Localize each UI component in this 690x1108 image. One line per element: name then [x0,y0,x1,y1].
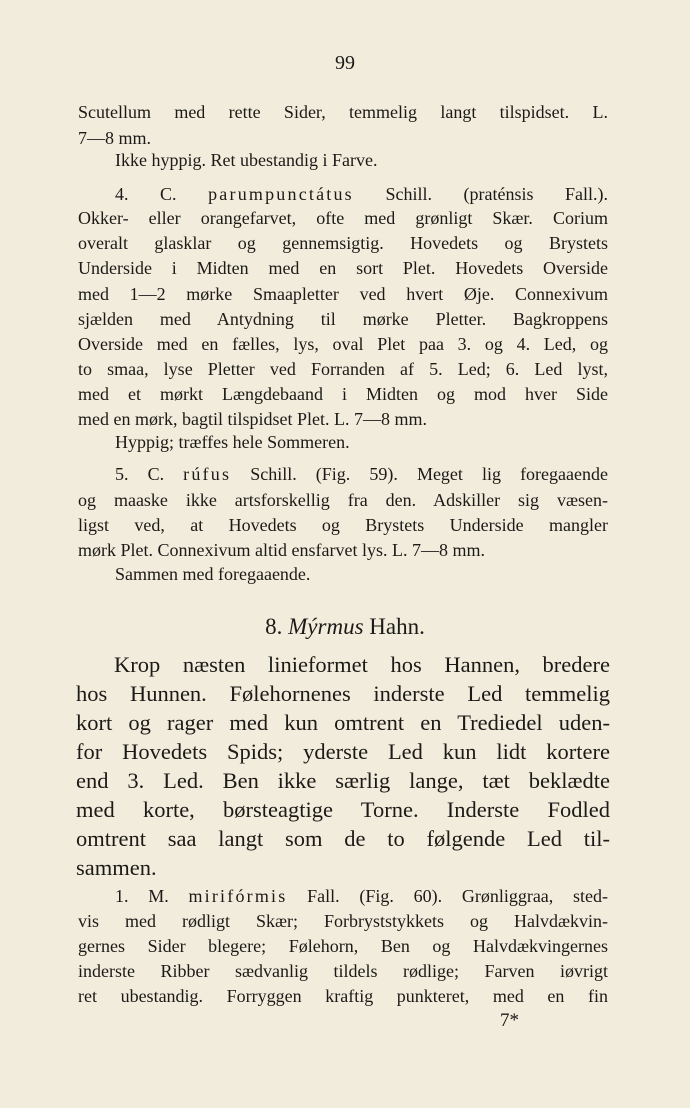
text-line: med en mørk, bagtil tilspidset Plet. L. 7—8 mm. [78,409,427,429]
genus-name: Mýrmus [288,614,364,639]
species-author: Schill. (Fig. 59). Meget lig foregaaende [250,464,608,484]
signature-mark: 7* [500,1010,519,1031]
text-line: inderste Ribber sædvanlig tildels rødlige; Farven iøvrigt [78,961,608,981]
text-line: omtrent saa langt som de to følgende Led til- [76,826,610,851]
text-line: Hyppig; træffes hele Sommeren. [115,432,350,452]
text-line: kort og rager med kun omtrent en Trediedel uden- [76,710,610,735]
species-line [115,462,608,486]
text-line: ligst ved, at Hovedets og Brystets Underside mangler [78,515,608,535]
page-number: 99 [335,52,355,74]
species-author: Fall. (Fig. 60). Grønliggraa, sted- [307,886,608,906]
genus-number: 8. [265,614,283,639]
text-line: Underside i Midten med en sort Plet. Hovedets Overside [78,258,608,278]
text-line: end 3. Led. Ben ikke særlig lange, tæt beklædte [76,768,610,793]
text-line: hos Hunnen. Følehornenes inderste Led temmelig [76,681,610,706]
text-line: mørk Plet. Connexivum altid ensfarvet lys. L. 7—8 mm. [78,540,485,560]
genus-heading [0,614,690,640]
text-line: Sammen med foregaaende. [115,564,311,584]
text-line: Krop næsten linieformet hos Hannen, bredere [114,652,610,677]
text-line: med et mørkt Længdebaand i Midten og mod hver Side [78,384,608,404]
text-line: Scutellum med rette Sider, temmelig langt tilspidset. L. [78,102,608,122]
species-number: 5. C. [115,464,165,484]
text-line: ret ubestandig. Forryggen kraftig punkteret, med en fin [78,986,608,1006]
text-line: gernes Sider blegere; Følehorn, Ben og Halvdækvingernes [78,936,608,956]
text-line: 7—8 mm. [78,128,152,148]
text-line: Ikke hyppig. Ret ubestandig i Farve. [115,150,378,170]
species-number: 4. C. [115,184,177,204]
text-line: og maaske ikke artsforskellig fra den. Adskiller sig væsen- [78,490,608,510]
text-line: med korte, børsteagtige Torne. Inderste Fodled [76,797,610,822]
species-name: mirifórmis [188,886,288,906]
species-line [115,182,608,206]
genus-author: Hahn. [369,614,425,639]
species-number: 1. M. [115,886,169,906]
text-line: Overside med en fælles, lys, oval Plet paa 3. og 4. Led, og [78,334,608,354]
text-line: sammen. [76,855,157,880]
species-author: Schill. (praténsis Fall.). [385,184,609,204]
text-line: for Hovedets Spids; yderste Led kun lidt kortere [76,739,610,764]
text-line: to smaa, lyse Pletter ved Forranden af 5. Led; 6. Led lyst, [78,359,608,379]
species-name: parumpunctátus [208,184,354,204]
text-line: overalt glasklar og gennemsigtig. Hovedets og Brystets [78,233,608,253]
text-line: Okker- eller orangefarvet, ofte med grønligt Skær. Corium [78,208,608,228]
text-line: med 1—2 mørke Smaapletter ved hvert Øje. Connexivum [78,284,608,304]
text-line: vis med rødligt Skær; Forbryststykkets og Halvdækvin- [78,911,608,931]
species-line [115,884,608,908]
species-name: rúfus [183,464,232,484]
text-line: sjælden med Antydning til mørke Pletter. Bagkroppens [78,309,608,329]
